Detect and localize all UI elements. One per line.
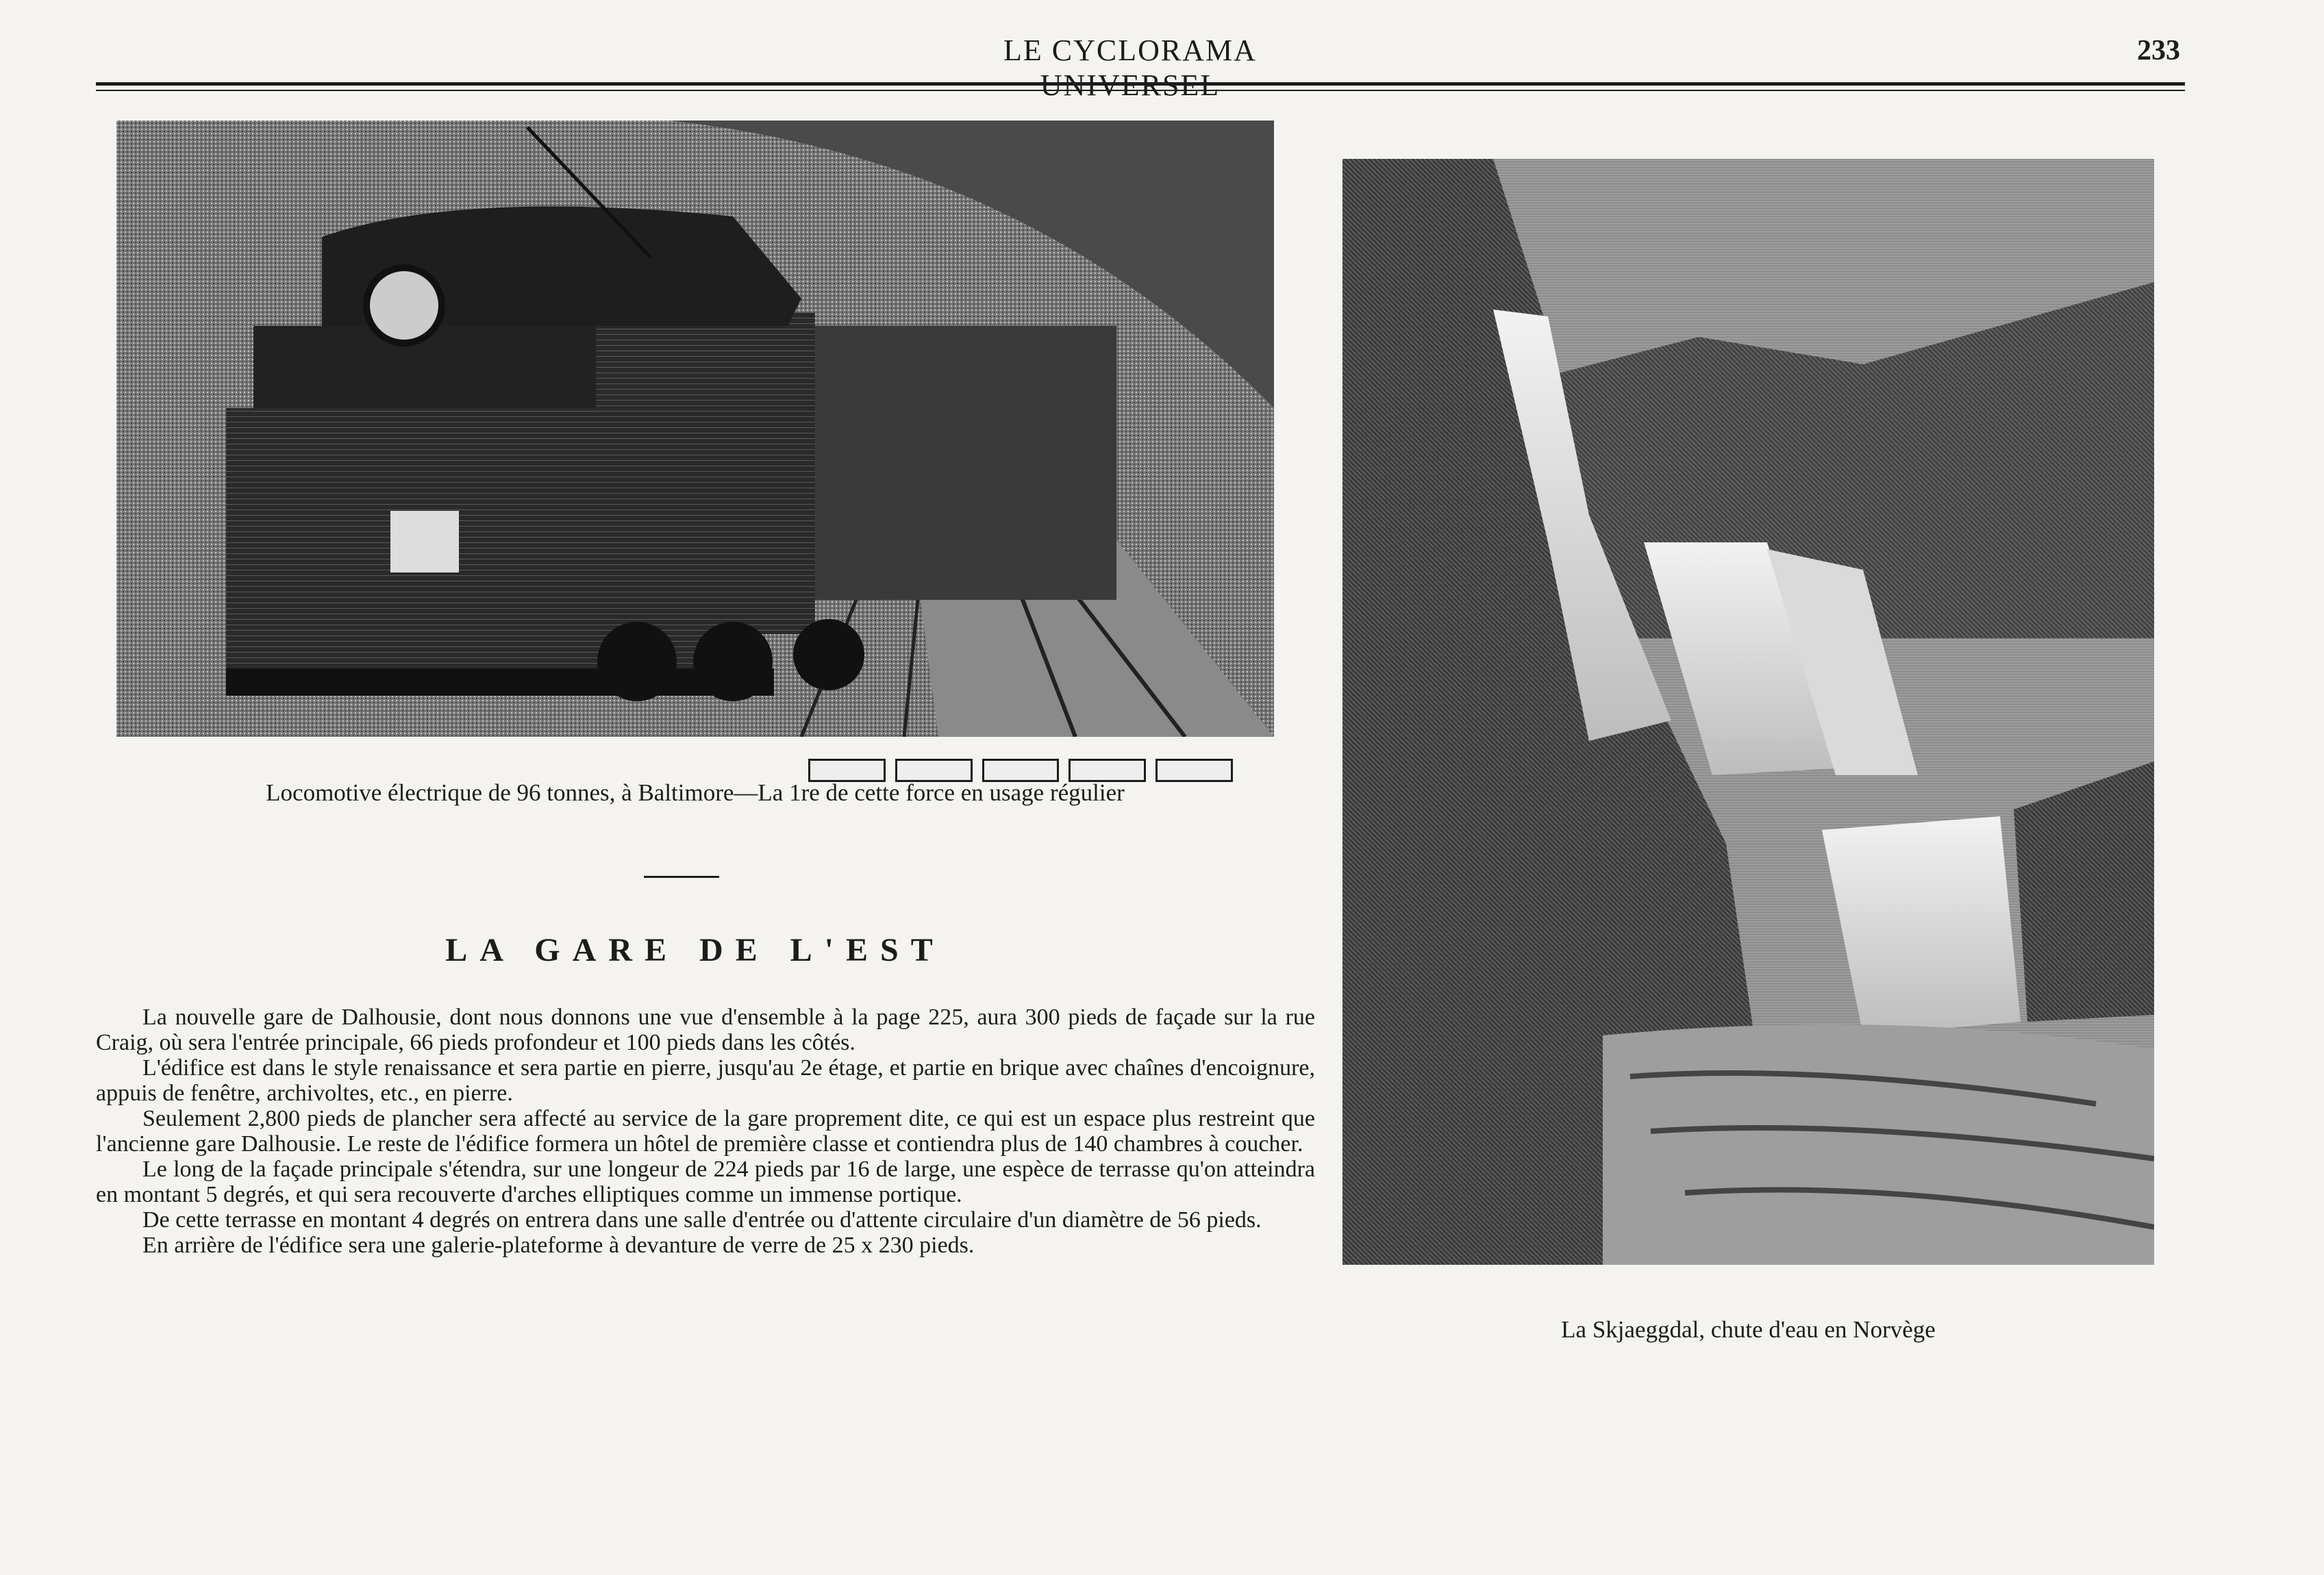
article-paragraph: Seulement 2,800 pieds de plancher sera affecté au service de la gare proprement dite, ce qui est un espace plus restreint que l'ancienne gare Dalhousie. Le reste de l'édifice formera un hôtel de première classe et contiendra plus de 140 chambres à coucher. <box>96 1106 1315 1157</box>
article-paragraph: Le long de la façade principale s'étendra, sur une longeur de 224 pieds par 16 de large, une espèce de terrasse qu'on atteindra en montant 5 degrés, et qui sera recouverte d'arches elliptiques comme un immense portique. <box>96 1157 1315 1207</box>
header-rule <box>96 82 2185 86</box>
header-rule-thin <box>96 90 2185 91</box>
locomotive-caption: Locomotive électrique de 96 tonnes, à Baltimore—La 1re de cette force en usage régulier <box>266 779 1125 806</box>
article-body <box>96 1005 1315 1258</box>
article-paragraph: En arrière de l'édifice sera une galerie-plateforme à devanture de verre de 25 x 230 pieds. <box>142 1233 975 1258</box>
locomotive-engraving <box>116 121 1274 737</box>
running-header-title: LE CYCLORAMA <box>1003 34 1257 67</box>
section-divider <box>644 876 719 878</box>
article-heading: LA GARE DE L'EST <box>445 932 945 968</box>
waterfall-engraving <box>1342 159 2154 1265</box>
article-paragraph: De cette terrasse en montant 4 degrés on entrera dans une salle d'entrée ou d'attente circulaire d'un diamètre de 56 pieds. <box>142 1207 1262 1233</box>
waterfall-caption: La Skjaeggdal, chute d'eau en Norvège <box>1561 1316 1936 1343</box>
library-stamp <box>808 759 1233 782</box>
article-paragraph: L'édifice est dans le style renaissance et sera partie en pierre, jusqu'au 2e étage, et partie en brique avec chaînes d'encoignure, appuis de fenêtre, archivoltes, etc., en pierre. <box>96 1055 1315 1106</box>
article-paragraph: La nouvelle gare de Dalhousie, dont nous donnons une vue d'ensemble à la page 225, aura 300 pieds de façade sur la rue Craig, où sera l'entrée principale, 66 pieds profondeur et 100 pieds dans les côtés. <box>96 1005 1315 1055</box>
page-number: 233 <box>2137 35 2180 66</box>
